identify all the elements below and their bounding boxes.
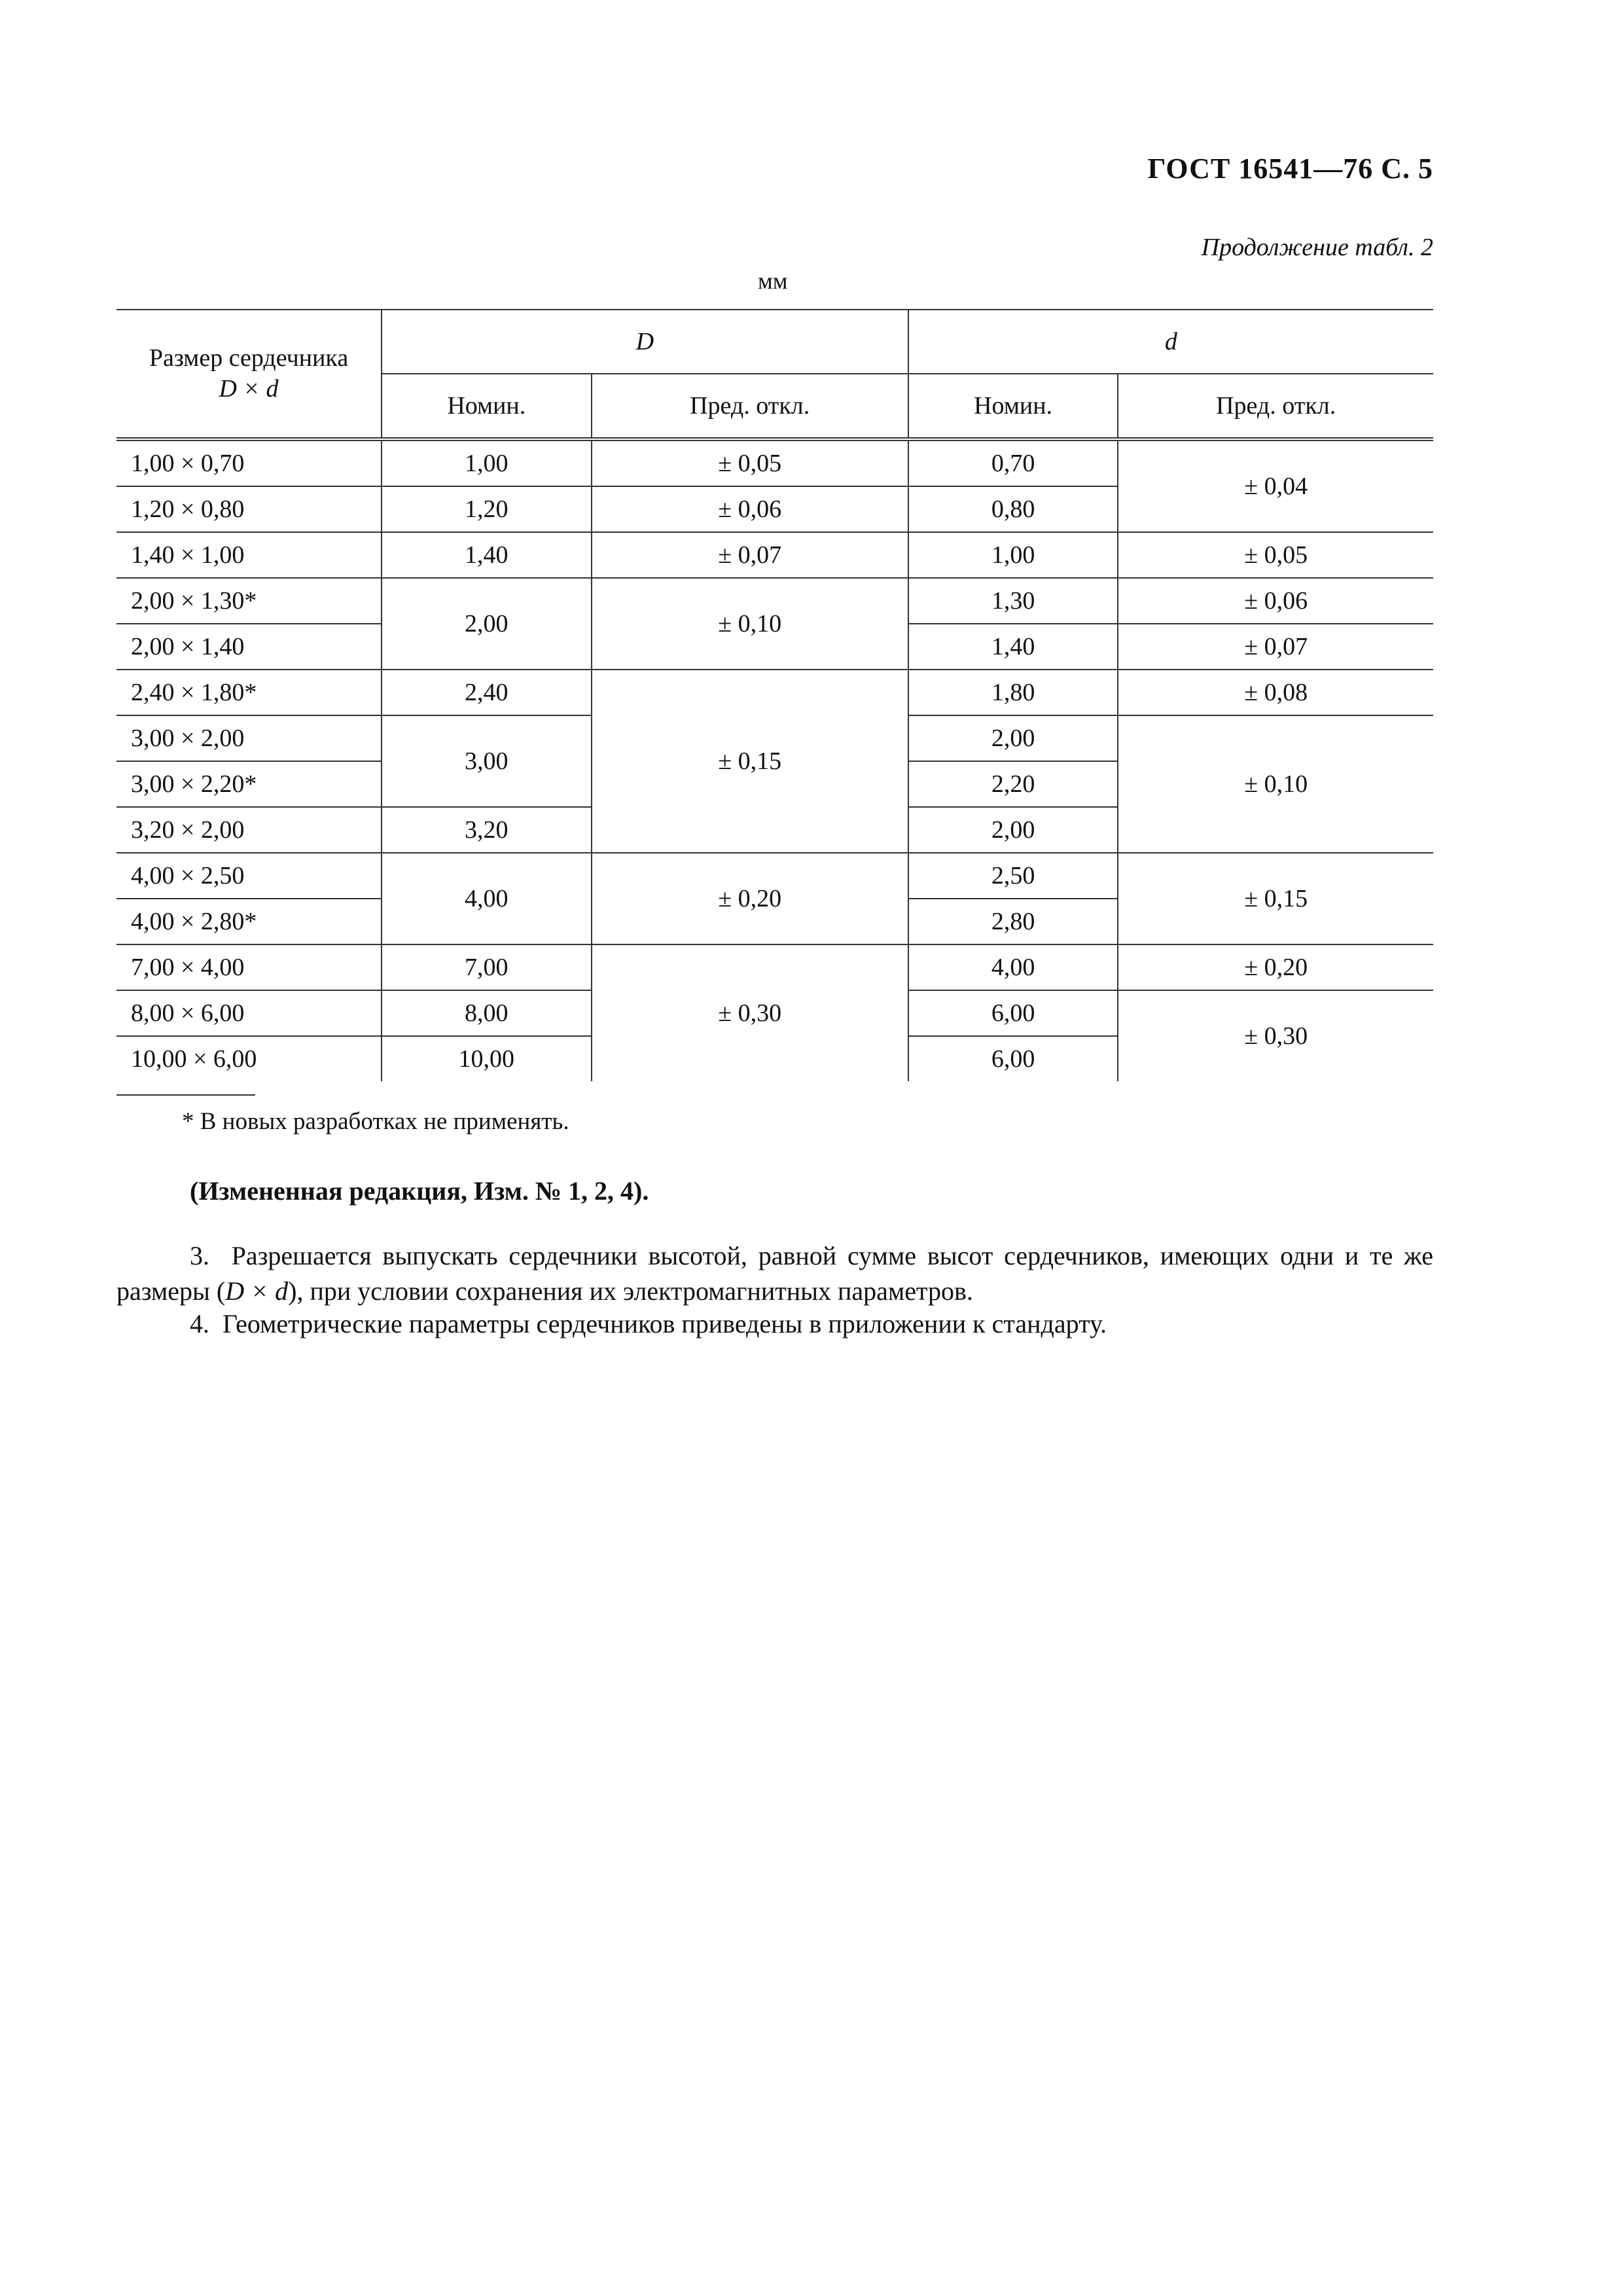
subheader-d-nominal: Номин. [908,374,1118,439]
table-row [116,439,1433,486]
table-row [116,532,1433,578]
cell-d-deviation: ± 0,20 [1118,944,1433,990]
cell-d-deviation: ± 0,30 [1118,990,1433,1081]
paragraph-3-formula: D × d [225,1276,289,1306]
table-row [116,853,1433,899]
core-dimensions-table [116,309,1433,1081]
subheader-d-deviation: Пред. откл. [1118,374,1433,439]
cell-d-nominal: 2,80 [908,899,1118,944]
col-group-d: d [908,310,1433,374]
cell-D-nominal: 10,00 [382,1036,592,1081]
cell-d-deviation: ± 0,15 [1118,853,1433,944]
cell-d-deviation: ± 0,05 [1118,532,1433,578]
cell-size: 4,00 × 2,50 [116,853,382,899]
cell-d-deviation: ± 0,04 [1118,439,1433,532]
cell-size: 2,40 × 1,80* [116,670,382,715]
cell-D-nominal: 4,00 [382,853,592,944]
paragraph-4-number: 4. [190,1309,209,1338]
cell-d-nominal: 2,00 [908,715,1118,761]
cell-D-deviation: ± 0,07 [592,532,908,578]
paragraph-3-text-a: Разрешается выпускать сердечники высотой, равной сумме высот сердечников, имеющих одни и те же размеры ( [116,1241,1433,1306]
cell-D-deviation: ± 0,05 [592,439,908,486]
cell-d-nominal: 1,80 [908,670,1118,715]
cell-size: 10,00 × 6,00 [131,1045,257,1073]
cell-D-nominal: 2,00 [382,578,592,670]
cell-size: 3,00 × 2,20* [116,761,382,807]
table-row [116,578,1433,624]
cell-D-nominal: 1,40 [382,532,592,578]
cell-d-nominal: 2,20 [908,761,1118,807]
page-header: ГОСТ 16541—76 С. 5 [1147,152,1433,185]
footnote: * В новых разработках не применять. [182,1108,569,1135]
cell-size: 1,20 × 0,80 [116,486,382,532]
cell-D-deviation: ± 0,10 [592,578,908,670]
subheader-D-deviation: Пред. откл. [592,374,908,439]
cell-size: 3,00 × 2,00 [116,715,382,761]
col-group-D: D [382,310,908,374]
cell-d-deviation: ± 0,07 [1118,624,1433,670]
cell-D-nominal: 7,00 [382,944,592,990]
col-header-size-line1: Размер сердечника [149,344,349,372]
table-row [116,670,1433,715]
cell-d-deviation: ± 0,10 [1118,715,1433,853]
cell-d-nominal: 1,30 [908,578,1118,624]
cell-D-deviation: ± 0,06 [592,486,908,532]
cell-d-nominal: 0,80 [908,486,1118,532]
subheader-D-nominal: Номин. [382,374,592,439]
paragraph-4 [116,1306,1433,1342]
cell-d-nominal: 1,00 [908,532,1118,578]
cell-d-deviation: ± 0,08 [1118,670,1433,715]
cell-D-nominal: 1,20 [382,486,592,532]
cell-D-deviation: ± 0,30 [592,944,908,1081]
cell-size: 1,40 × 1,00 [116,532,382,578]
cell-d-nominal: 2,00 [908,807,1118,853]
cell-d-nominal: 1,40 [908,624,1118,670]
table-row [116,944,1433,990]
cell-size: 3,20 × 2,00 [116,807,382,853]
cell-D-nominal: 8,00 [382,990,592,1036]
cell-D-nominal: 1,00 [382,439,592,486]
cell-d-nominal: 4,00 [908,944,1118,990]
paragraph-4-text: Геометрические параметры сердечников приведены в приложении к стандарту. [223,1309,1107,1338]
cell-D-deviation: ± 0,15 [592,670,908,853]
table-unit: мм [758,268,788,294]
cell-d-nominal: 2,50 [908,853,1118,899]
cell-size: 8,00 × 6,00 [116,990,382,1036]
edition-note: (Измененная редакция, Изм. № 1, 2, 4). [190,1176,649,1206]
cell-size: 2,00 × 1,30* [116,578,382,624]
cell-d-deviation: ± 0,06 [1118,578,1433,624]
cell-size: 2,00 × 1,40 [116,624,382,670]
footnote-separator [116,1094,255,1096]
paragraph-3 [116,1238,1433,1309]
cell-d-nominal: 6,00 [908,990,1118,1036]
cell-d-nominal: 6,00 [908,1036,1118,1081]
cell-d-nominal: 0,70 [908,439,1118,486]
paragraph-3-number: 3. [190,1241,209,1270]
col-header-size-line2: D × d [219,375,279,403]
cell-D-deviation: ± 0,20 [592,853,908,944]
cell-size: 1,00 × 0,70 [116,439,382,486]
cell-D-nominal: 2,40 [382,670,592,715]
cell-D-nominal: 3,20 [382,807,592,853]
table-continuation-label: Продолжение табл. 2 [1201,234,1433,261]
cell-size: 4,00 × 2,80* [116,899,382,944]
col-header-size [116,310,382,439]
cell-size: 7,00 × 4,00 [116,944,382,990]
cell-D-nominal: 3,00 [382,715,592,807]
paragraph-3-text-b: ), при условии сохранения их электромагнитных параметров. [288,1276,973,1306]
